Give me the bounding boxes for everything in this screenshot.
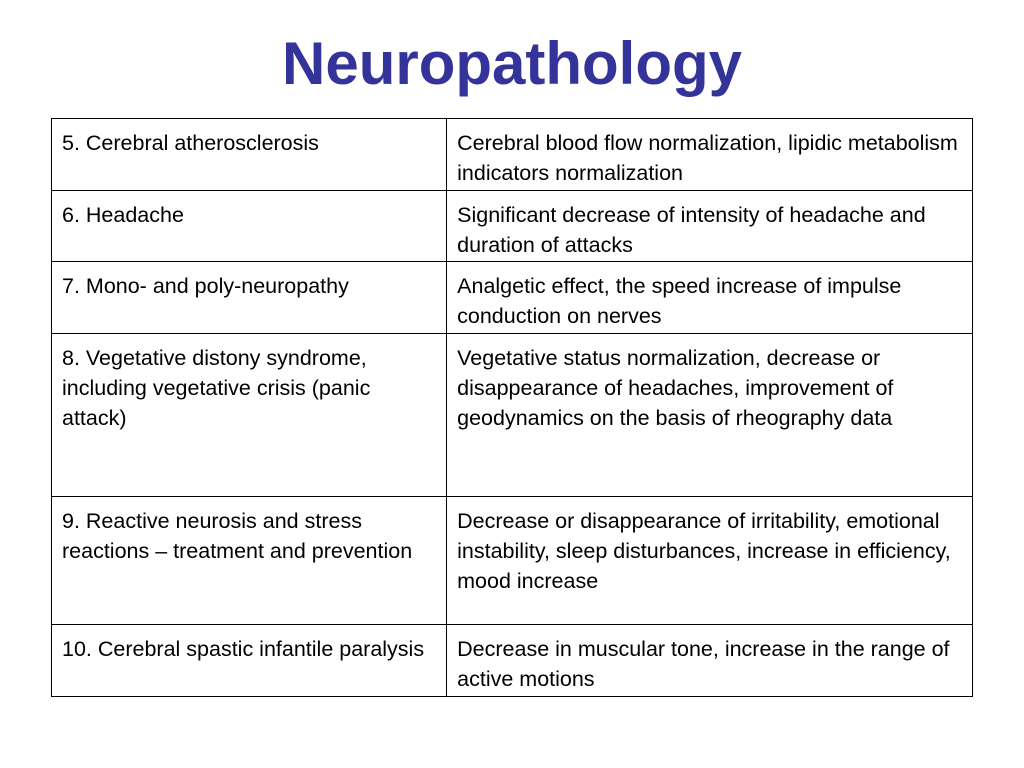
effect-cell: Cerebral blood flow normalization, lipidic metabolism indicators normalization <box>447 119 973 191</box>
condition-cell: 5. Cerebral atherosclerosis <box>52 119 447 191</box>
slide-title: Neuropathology <box>282 30 742 97</box>
effect-cell: Vegetative status normalization, decrease or disappearance of headaches, improvement of geodynamics on the basis of rheography data <box>447 334 973 497</box>
table-row <box>52 497 973 625</box>
table-row <box>52 262 973 334</box>
table-row <box>52 119 973 191</box>
effect-cell: Analgetic effect, the speed increase of impulse conduction on nerves <box>447 262 973 334</box>
condition-cell: 6. Headache <box>52 191 447 262</box>
conditions-table <box>51 118 973 697</box>
effect-cell: Decrease in muscular tone, increase in the range of active motions <box>447 625 973 697</box>
condition-cell: 9. Reactive neurosis and stress reactions – treatment and prevention <box>52 497 447 625</box>
table-row <box>52 625 973 697</box>
effect-cell: Decrease or disappearance of irritability, emotional instability, sleep disturbances, increase in efficiency, mood increase <box>447 497 973 625</box>
table-row <box>52 191 973 262</box>
condition-cell: 8. Vegetative distony syndrome, including vegetative crisis (panic attack) <box>52 334 447 497</box>
effect-cell: Significant decrease of intensity of headache and duration of attacks <box>447 191 973 262</box>
table-row <box>52 334 973 497</box>
condition-cell: 10. Cerebral spastic infantile paralysis <box>52 625 447 697</box>
condition-cell: 7. Mono- and poly-neuropathy <box>52 262 447 334</box>
